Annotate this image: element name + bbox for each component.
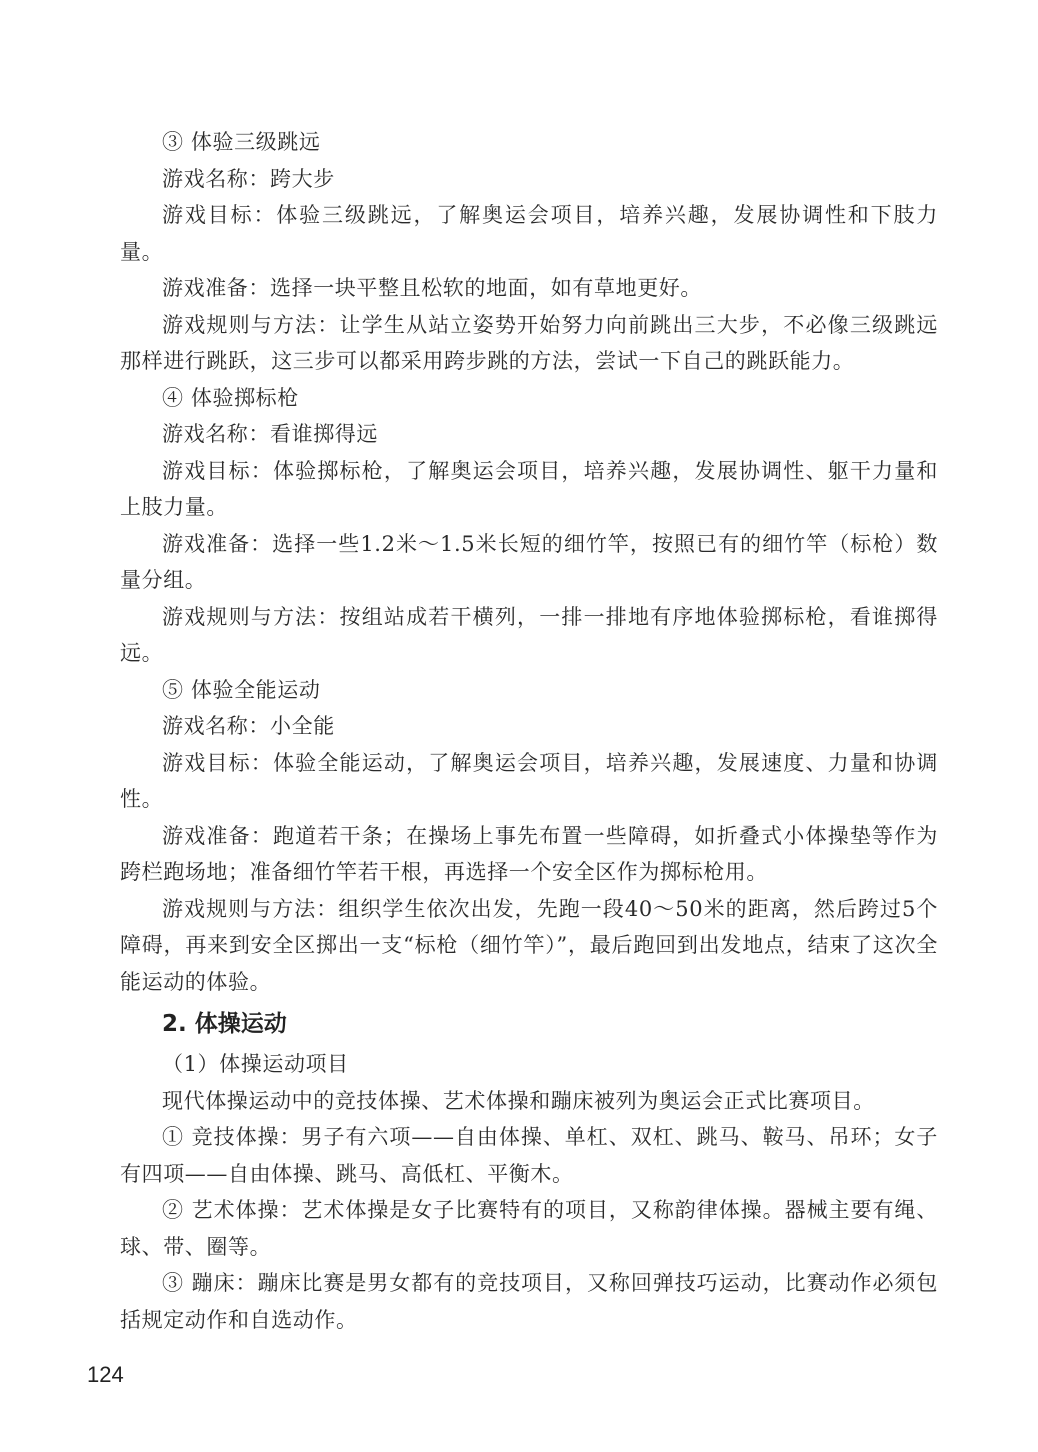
paragraph: 游戏规则与方法：让学生从站立姿势开始努力向前跳出三大步，不必像三级跳远那样进行跳跃，这三步可以都采用跨步跳的方法，尝试一下自己的跳跃能力。 (120, 312, 938, 373)
paragraph: 游戏名称：跨大步 (162, 166, 335, 191)
subsection-title: （1）体操运动项目 (162, 1052, 349, 1076)
paragraph: 游戏名称：小全能 (162, 714, 335, 738)
section-heading: 2. 体操运动 (162, 1011, 287, 1037)
paragraph: ⑤ 体验全能运动 (162, 677, 321, 702)
paragraph: ④ 体验掷标枪 (162, 385, 299, 410)
paragraph: 游戏目标：体验掷标枪，了解奥运会项目，培养兴趣，发展协调性、躯干力量和上肢力量。 (120, 458, 938, 519)
paragraph: 游戏准备：选择一块平整且松软的地面，如有草地更好。 (162, 276, 702, 300)
page-body (120, 124, 938, 1338)
paragraph: ③ 蹦床：蹦床比赛是男女都有的竞技项目，又称回弹技巧运动，比赛动作必须包括规定动作和自选动作。 (120, 1271, 938, 1332)
paragraph: 游戏目标：体验全能运动，了解奥运会项目，培养兴趣，发展速度、力量和协调性。 (120, 750, 938, 811)
paragraph: 游戏规则与方法：组织学生依次出发，先跑一段40～50米的距离，然后跨过5个障碍，再来到安全区掷出一支“标枪（细竹竿）”，最后跑回到出发地点，结束了这次全能运动的体验。 (120, 896, 938, 994)
paragraph: ③ 体验三级跳远 (162, 130, 321, 154)
paragraph: 游戏准备：选择一些1.2米～1.5米长短的细竹竿，按照已有的细竹竿（标枪）数量分组。 (120, 531, 938, 592)
paragraph: 现代体操运动中的竞技体操、艺术体操和蹦床被列为奥运会正式比赛项目。 (162, 1088, 875, 1113)
paragraph: 游戏目标：体验三级跳远，了解奥运会项目，培养兴趣，发展协调性和下肢力量。 (120, 203, 938, 264)
paragraph: 游戏名称：看谁掷得远 (162, 422, 378, 446)
paragraph: 游戏准备：跑道若干条；在操场上事先布置一些障碍，如折叠式小体操垫等作为跨栏跑场地；准备细竹竿若干根，再选择一个安全区作为掷标枪用。 (120, 823, 938, 884)
page-number: 124 (87, 1362, 124, 1387)
paragraph: ① 竞技体操：男子有六项——自由体操、单杠、双杠、跳马、鞍马、吊环；女子有四项——自由体操、跳马、高低杠、平衡木。 (120, 1125, 938, 1186)
paragraph: 游戏规则与方法：按组站成若干横列，一排一排地有序地体验掷标枪，看谁掷得远。 (120, 604, 938, 665)
paragraph: ② 艺术体操：艺术体操是女子比赛特有的项目，又称韵律体操。器械主要有绳、球、带、圈等。 (120, 1198, 938, 1259)
